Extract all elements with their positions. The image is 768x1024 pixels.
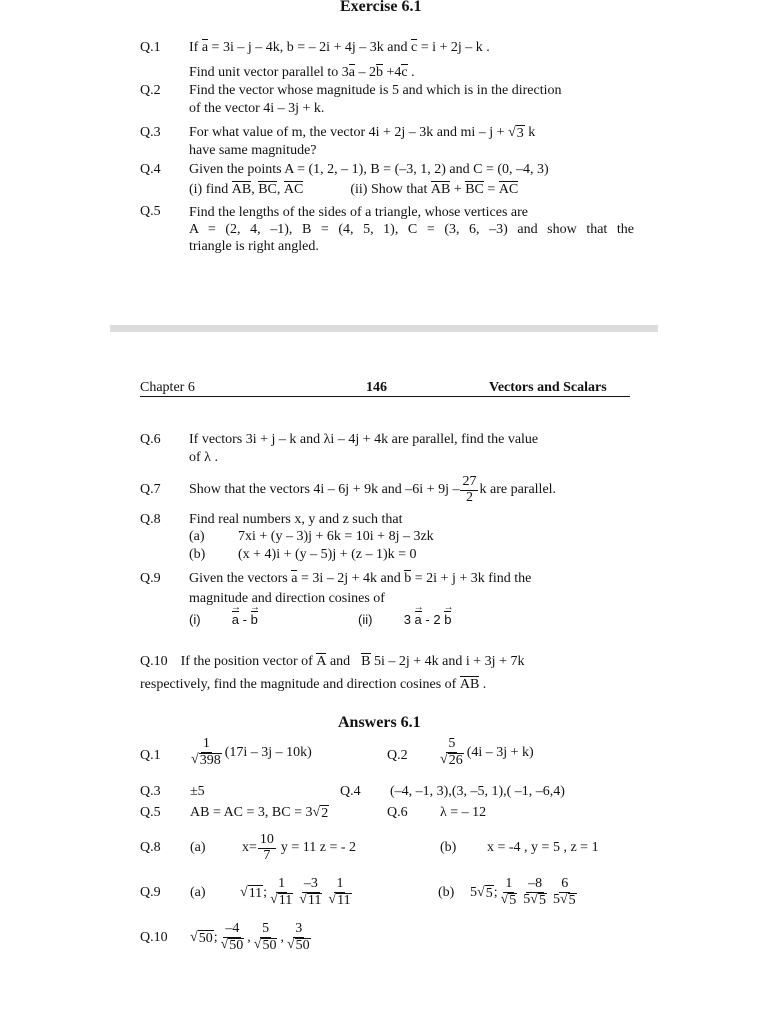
exercise-title: Exercise 6.1 xyxy=(340,0,422,15)
q4-line1: Given the points A = (1, 2, – 1), B = (–3, 1, 2) and C = (0, –4, 3) xyxy=(189,162,549,177)
q3-line1: For what value of m, the vector 4i + 2j – 3k and mi – j + √ 3 k xyxy=(189,125,536,141)
answer-1-number: Q.1 xyxy=(140,748,161,763)
answer-6-value: λ = – 12 xyxy=(440,805,487,820)
answer-5-number: Q.5 xyxy=(140,805,161,820)
q5-text: Find the lengths of the sides of a triangle, whose vertices are A = (2, 4, –1), B = (4, 5, 1), C = (3, 6, –3) and show that the triangle is right angled. xyxy=(189,205,634,254)
answer-8-b-value: x = -4 , y = 5 , z = 1 xyxy=(487,840,599,855)
q4-line2: (i) find AB, BC, AC (ii) Show that AB + BC = AC xyxy=(189,182,519,197)
answer-4-value: (–4, –1, 3),(3, –5, 1),( –1, –6,4) xyxy=(390,784,565,799)
answer-8-b-label: (b) xyxy=(440,840,457,855)
answer-1-value: 1 √ 398 (17i – 3j – 10k) xyxy=(191,736,312,768)
answer-6-number: Q.6 xyxy=(387,805,408,820)
answer-8-number: Q.8 xyxy=(140,840,161,855)
q1-number: Q.1 xyxy=(140,40,161,55)
q8-b-equation: (x + 4)i + (y – 5)j + (z – 1)k = 0 xyxy=(238,547,417,562)
q3-line2: have same magnitude? xyxy=(189,143,317,158)
q8-number: Q.8 xyxy=(140,512,161,527)
q8-a-equation: 7xi + (y – 3)j + 6k = 10i + 8j – 3zk xyxy=(238,529,434,544)
header-rule xyxy=(140,396,630,397)
answer-10-value: √ 50 ; –4 √ 50 , 5 √ 50 , 3 √ 50 xyxy=(190,921,310,953)
q9-part-ii: (ii) 3 a → - 2 b → xyxy=(358,612,451,627)
answer-9-b-value: 5 √ 5 ; 1 √ 5 –8 5√ 5 6 5√ 5 xyxy=(470,876,576,908)
q6-line1: If vectors 3i + j – k and λi – 4j + 4k are parallel, find the value xyxy=(189,432,539,447)
answer-9-b-label: (b) xyxy=(438,885,455,900)
q9-part-i: (i) a → - b → xyxy=(189,612,258,627)
answer-10-number: Q.10 xyxy=(140,930,168,945)
page-separator xyxy=(110,325,658,332)
answer-9-a-value: √ 11 ; 1 √ 11 –3 √ 11 1 √ 11 xyxy=(240,876,351,908)
answer-2-number: Q.2 xyxy=(387,748,408,763)
q8-a-label: (a) xyxy=(189,529,205,544)
answer-8-a-value: x= $\frac{10}{7}$ y = 11 z = - 2 xyxy=(242,831,357,863)
q7-line: Show that the vectors 4i – 6j + 9k and –6i + 9j – $\frac{27}{2}$ k are parallel. xyxy=(189,473,557,505)
q1-line1: If a = 3i – j – 4k, b = – 2i + 4j – 3k and c = i + 2j – k . xyxy=(189,40,490,55)
q3-number: Q.3 xyxy=(140,125,161,140)
answer-9-a-label: (a) xyxy=(190,885,206,900)
q9-line2: magnitude and direction cosines of xyxy=(189,591,385,606)
answer-3-value: ±5 xyxy=(190,784,205,799)
q5-number: Q.5 xyxy=(140,204,161,219)
q9-number: Q.9 xyxy=(140,571,161,586)
answer-5-value: AB = AC = 3, BC = 3√ 2 xyxy=(190,805,329,821)
q7-number: Q.7 xyxy=(140,482,161,497)
header-page-number: 146 xyxy=(366,380,387,395)
q10-line2: respectively, find the magnitude and direction cosines of AB . xyxy=(140,677,487,692)
q10-line1: Q.10 If the position vector of A and B 5i – 2j + 4k and i + 3j + 7k xyxy=(140,654,525,669)
answers-title: Answers 6.1 xyxy=(338,714,421,731)
answer-4-number: Q.4 xyxy=(340,784,361,799)
q8-b-label: (b) xyxy=(189,547,206,562)
q1-line2: Find unit vector parallel to 3a – 2b +4c . xyxy=(189,65,415,80)
q8-line1: Find real numbers x, y and z such that xyxy=(189,512,403,527)
q4-number: Q.4 xyxy=(140,162,161,177)
answer-2-value: 5 √ 26 (4i – 3j + k) xyxy=(440,736,534,768)
q9-line1: Given the vectors a = 3i – 2j + 4k and b = 2i + j + 3k find the xyxy=(189,571,532,586)
answer-9-number: Q.9 xyxy=(140,885,161,900)
q2-line2: of the vector 4i – 3j + k. xyxy=(189,101,325,116)
answer-8-a-label: (a) xyxy=(190,840,206,855)
q6-line2: of λ . xyxy=(189,450,218,465)
q6-number: Q.6 xyxy=(140,432,161,447)
header-chapter: Chapter 6 xyxy=(140,380,195,395)
q2-number: Q.2 xyxy=(140,83,161,98)
q2-line1: Find the vector whose magnitude is 5 and which is in the direction xyxy=(189,83,562,98)
header-section-title: Vectors and Scalars xyxy=(489,380,607,395)
answer-3-number: Q.3 xyxy=(140,784,161,799)
